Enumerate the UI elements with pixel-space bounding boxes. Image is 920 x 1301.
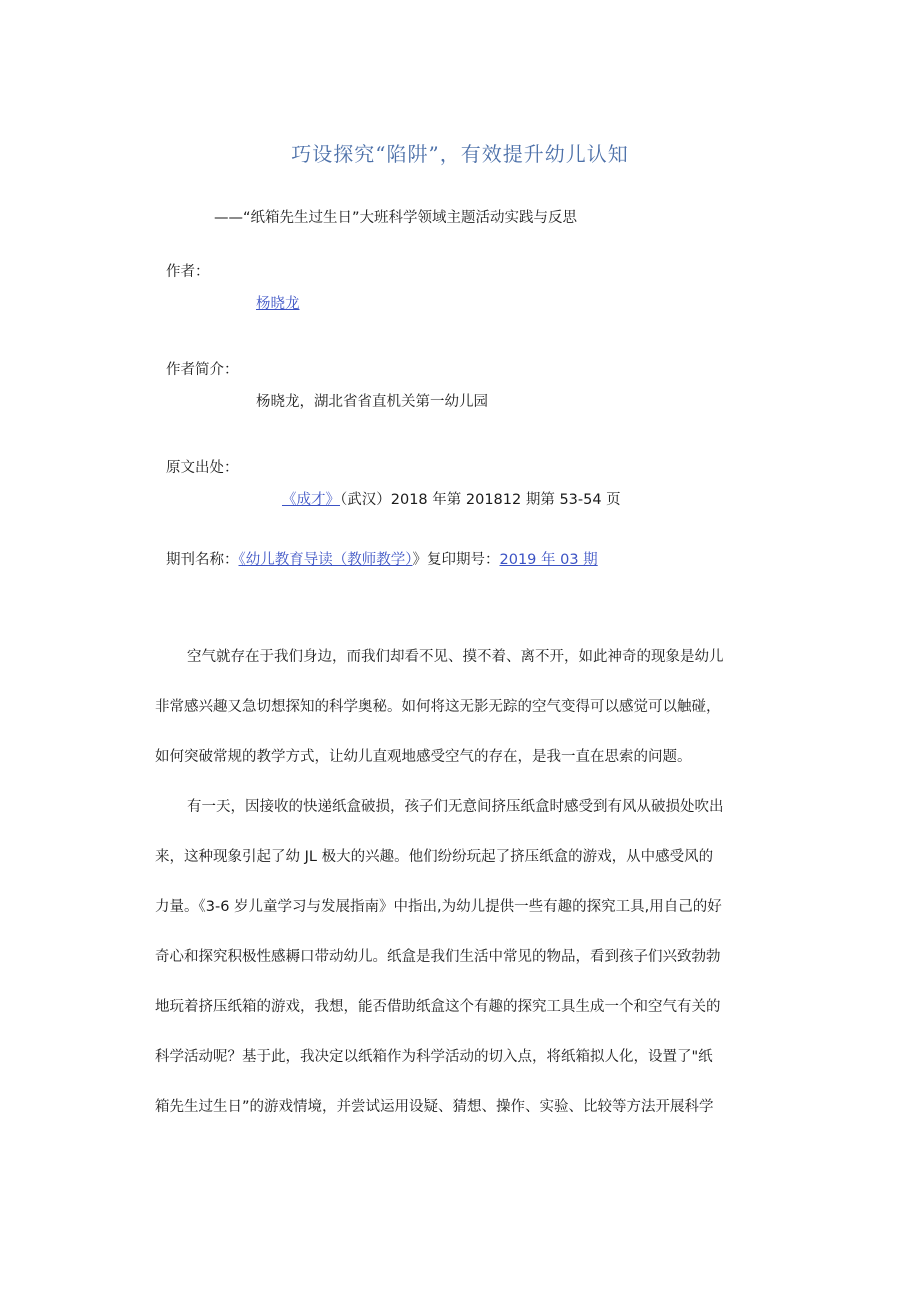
author-link[interactable]: 杨晓龙 xyxy=(256,296,300,312)
bio-text: 杨晓龙，湖北省省直机关第一幼儿园 xyxy=(256,394,488,410)
reprint-label: 》复印期号： xyxy=(412,552,500,568)
body-line: 有一天，因接收的快递纸盒破损，孩子们无意间挤压纸盒时感受到有风从破损处吹出 xyxy=(187,799,724,815)
body-line: 如何突破常规的教学方式，让幼儿直观地感受空气的存在，是我一直在思索的问题。 xyxy=(155,749,692,765)
journal-link[interactable]: 《幼儿教育导读（教师教学） xyxy=(238,552,413,568)
article-subtitle: ——“纸箱先生过生日”大班科学领域主题活动实践与反思 xyxy=(214,210,578,226)
body-line: 来，这种现象引起了幼 JL 极大的兴趣。他们纷纷玩起了挤压纸盒的游戏，从中感受风的 xyxy=(155,849,714,865)
article-title: 巧设探究“陷阱”，有效提升幼儿认知 xyxy=(291,142,629,166)
body-line: 奇心和探究积极性感耨口带动幼儿。纸盒是我们生活中常见的物品，看到孩子们兴致勃勃 xyxy=(155,949,721,965)
journal-label: 期刊名称： xyxy=(166,552,239,568)
author-line xyxy=(256,292,300,313)
body-line: 非常感兴趣又急切想探知的科学奥秘。如何将这无影无踪的空气变得可以感觉可以触碰， xyxy=(155,699,721,715)
journal-line xyxy=(166,548,598,569)
source-label: 原文出处： xyxy=(166,460,239,476)
body-line: 科学活动呢？基于此，我决定以纸箱作为科学活动的切入点，将纸箱拟人化，设置了"纸 xyxy=(155,1049,713,1065)
source-journal-link[interactable]: 《成才》 xyxy=(282,492,340,508)
body-line: 空气就存在于我们身边，而我们却看不见、摸不着、离不开，如此神奇的现象是幼儿 xyxy=(187,649,724,665)
body-line: 力量。《3-6 岁儿童学习与发展指南》中指出,为幼儿提供一些有趣的探究工具,用自己的好 xyxy=(155,899,722,915)
source-details: （武汉）2018 年第 201812 期第 53-54 页 xyxy=(340,492,621,508)
issue-link[interactable]: 2019 年 03 期 xyxy=(499,552,598,568)
source-line xyxy=(282,488,621,509)
body-line: 箱先生过生日”的游戏情境，并尝试运用设疑、猜想、操作、实验、比较等方法开展科学 xyxy=(155,1099,714,1115)
bio-label: 作者简介： xyxy=(166,362,239,378)
author-label: 作者： xyxy=(166,264,210,280)
body-line: 地玩着挤压纸箱的游戏，我想，能否借助纸盒这个有趣的探究工具生成一个和空气有关的 xyxy=(155,999,721,1015)
